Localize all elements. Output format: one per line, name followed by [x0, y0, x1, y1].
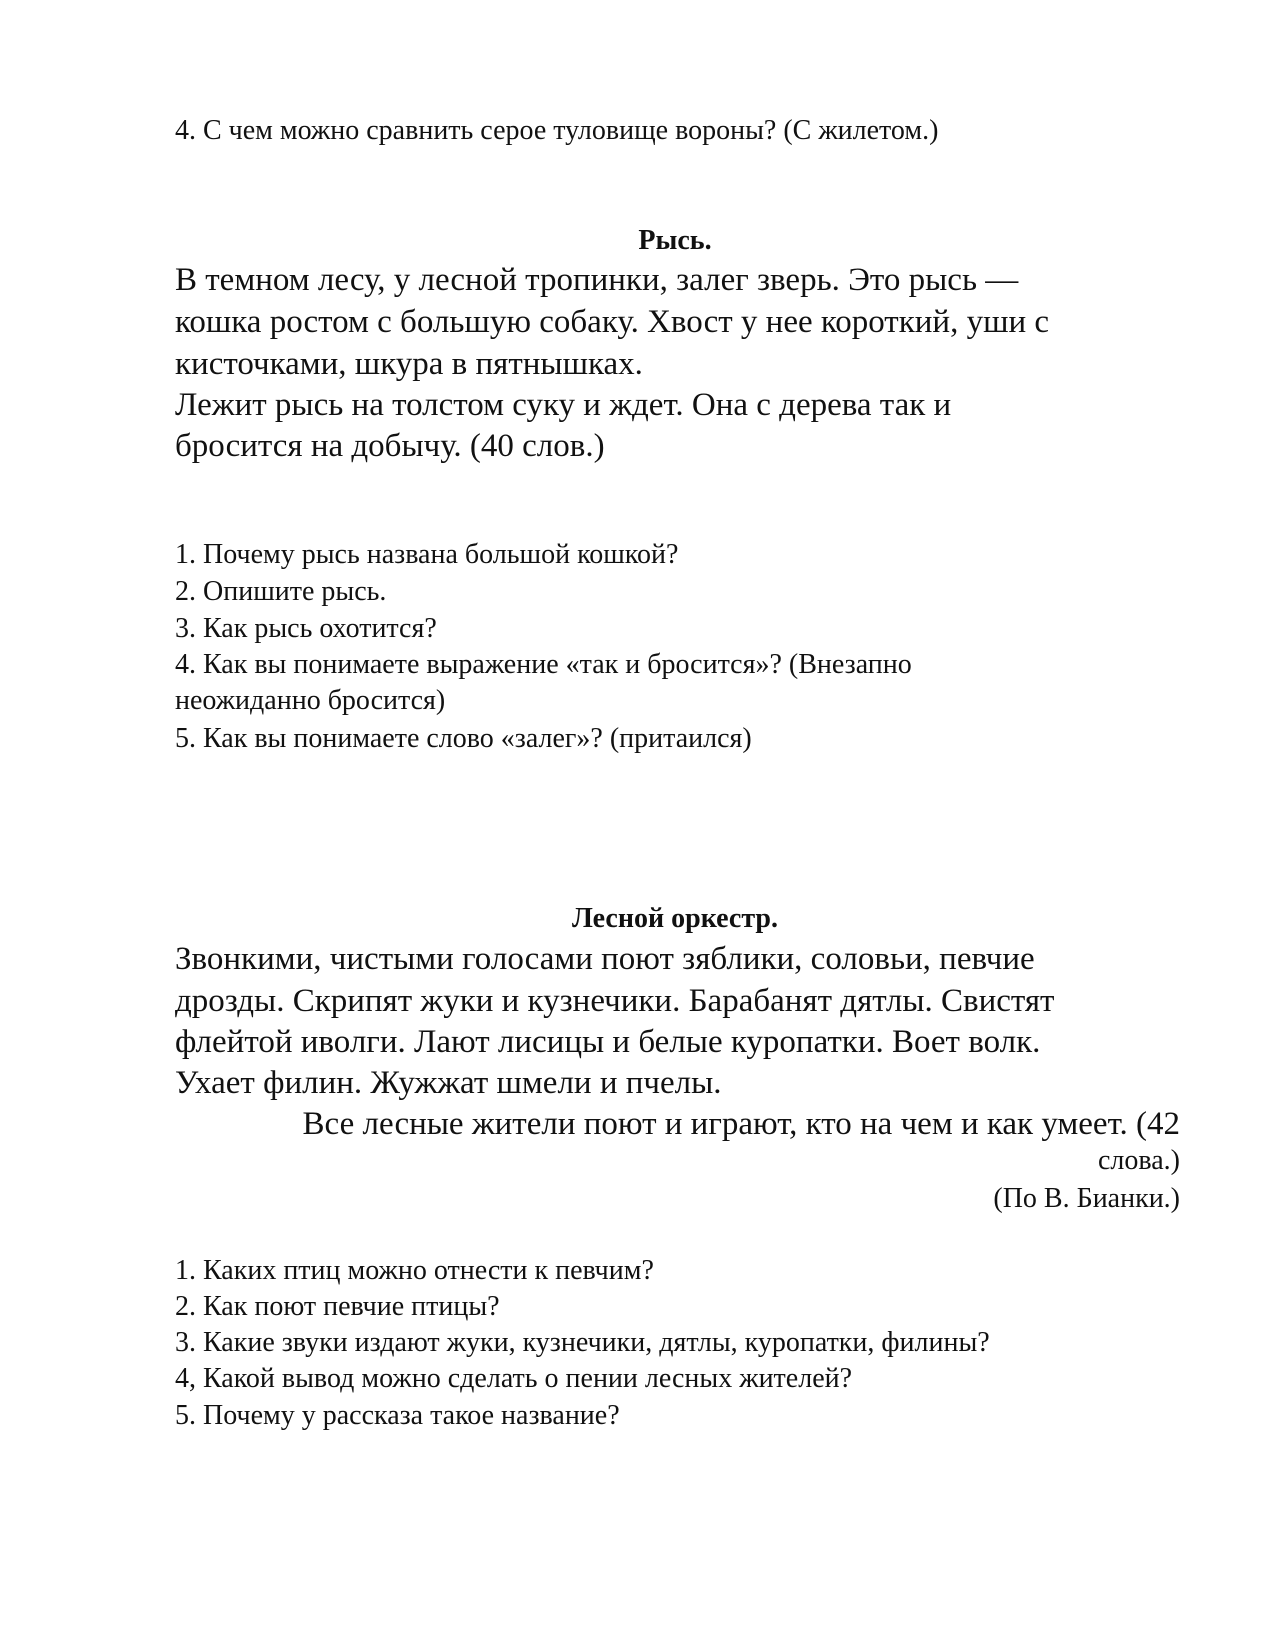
- orchestra-text-line: флейтой иволги. Лают лисицы и белые куропатки. Воет волк.: [175, 1024, 1041, 1060]
- lynx-text-line: кисточками, шкура в пятнышках.: [175, 346, 643, 382]
- lynx-question: 1. Почему рысь названа большой кошкой?: [175, 539, 679, 570]
- lynx-text-line: В темном лесу, у лесной тропинки, залег зверь. Это рысь —: [175, 262, 1019, 298]
- orchestra-text-line: Все лесные жители поют и играют, кто на чем и как умеет. (42: [302, 1106, 1180, 1142]
- orchestra-text-line: Ухает филин. Жужжат шмели и пчелы.: [175, 1065, 722, 1101]
- orchestra-question: 1. Каких птиц можно отнести к певчим?: [175, 1255, 654, 1286]
- orchestra-text-line: дрозды. Скрипят жуки и кузнечики. Барабанят дятлы. Свистят: [175, 983, 1055, 1019]
- lynx-question: 2. Опишите рысь.: [175, 576, 387, 607]
- orchestra-title: Лесной оркестр.: [571, 903, 778, 934]
- orchestra-question: 2. Как поют певчие птицы?: [175, 1291, 500, 1322]
- lynx-question: 4. Как вы понимаете выражение «так и бросится»? (Внезапно: [175, 649, 912, 680]
- orchestra-question: 5. Почему у рассказа такое название?: [175, 1400, 620, 1431]
- lynx-question: неожиданно бросится): [175, 685, 446, 716]
- crow-question-4: 4. С чем можно сравнить серое туловище вороны? (С жилетом.): [175, 115, 939, 146]
- lynx-text-line: бросится на добычу. (40 слов.): [175, 428, 605, 464]
- orchestra-question: 4, Какой вывод можно сделать о пении лесных жителей?: [175, 1363, 853, 1394]
- lynx-question: 5. Как вы понимаете слово «залег»? (притаился): [175, 723, 752, 754]
- lynx-title: Рысь.: [638, 225, 712, 256]
- orchestra-source: (По В. Бианки.): [993, 1183, 1180, 1214]
- orchestra-text-line: слова.): [1097, 1145, 1180, 1176]
- lynx-text-line: Лежит рысь на толстом суку и ждет. Она с дерева так и: [175, 387, 952, 423]
- lynx-question: 3. Как рысь охотится?: [175, 613, 437, 644]
- orchestra-question: 3. Какие звуки издают жуки, кузнечики, дятлы, куропатки, филины?: [175, 1327, 990, 1358]
- lynx-text-line: кошка ростом с большую собаку. Хвост у нее короткий, уши с: [175, 304, 1050, 340]
- orchestra-text-line: Звонкими, чистыми голосами поют зяблики, соловьи, певчие: [175, 941, 1035, 977]
